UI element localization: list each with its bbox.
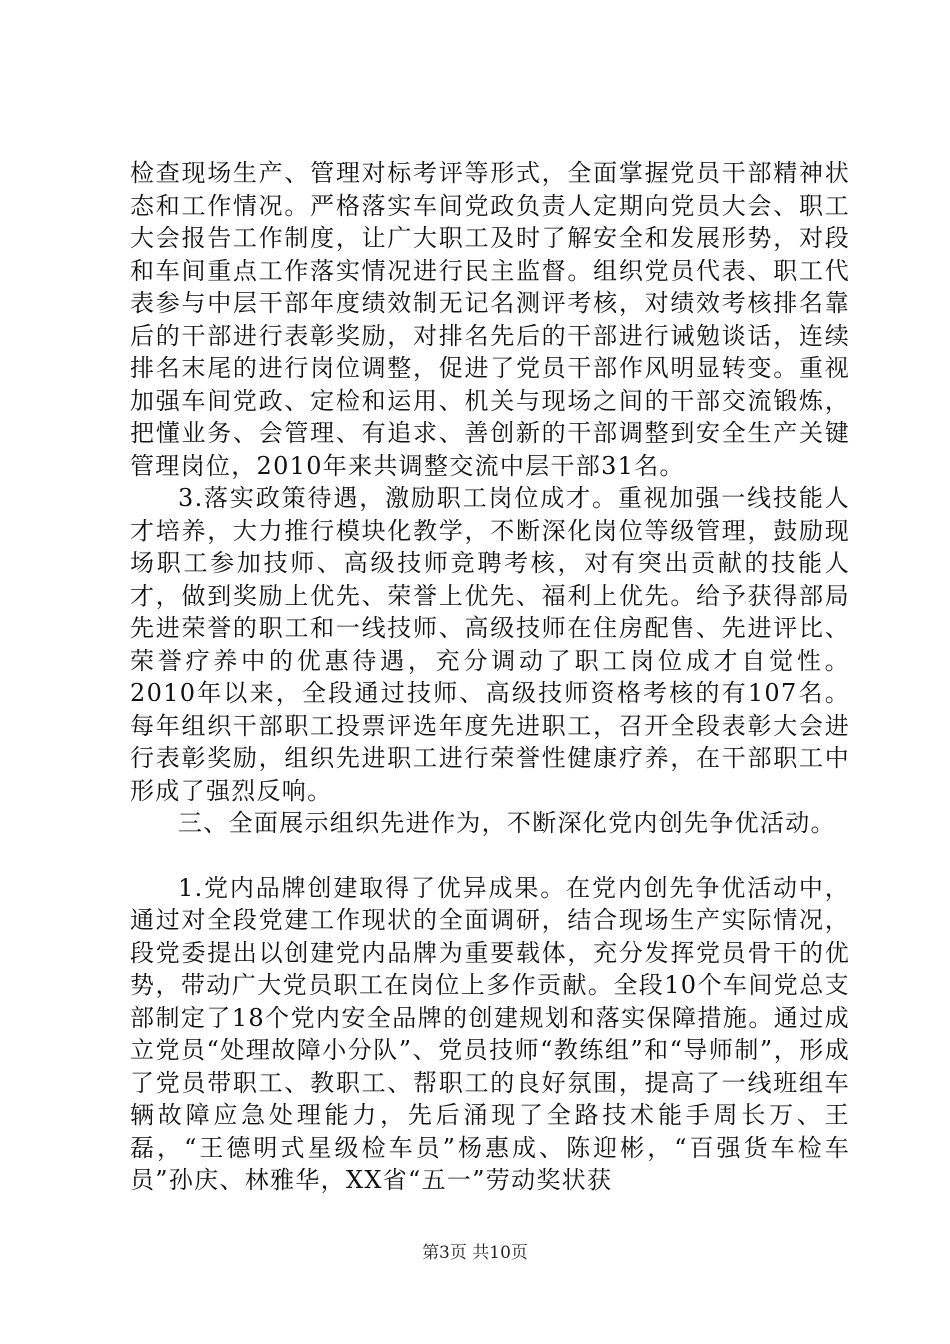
paragraph-policy-benefits: 3.落实政策待遇，激励职工岗位成才。重视加强一线技能人才培养，大力推行模块化教学，不断深化岗位等级管理，鼓励现场职工参加技师、高级技师竞聘考核，对有突出贡献的技能人才，做到奖励上优先、荣誉上优先、福利上优先。给予获得部局先进荣誉的职工和一线技师、高级技师在住房配售、先进评比、荣誉疗养中的优惠待遇，充分调动了职工岗位成才自觉性。2010年以来，全段通过技师、高级技师资格考核的有107名。每年组织干部职工投票评选年度先进职工，召开全段表彰大会进行表彰奖励，组织先进职工进行荣誉性健康疗养，在干部职工中形成了强烈反响。 xyxy=(130,484,850,805)
section-heading-three: 三、全面展示组织先进作为，不断深化党内创先争优活动。 xyxy=(178,809,836,837)
paragraph-continuation: 检查现场生产、管理对标考评等形式，全面掌握党员干部精神状态和工作情况。严格落实车间党政负责人定期向党员大会、职工大会报告工作制度，让广大职工及时了解安全和发展形势，对段和车间重点工作落实情况进行民主监督。组织党员代表、职工代表参与中层干部年度绩效制无记名测评考核，对绩效考核排名靠后的干部进行表彰奖励，对排名先后的干部进行诫勉谈话，连续排名末尾的进行岗位调整，促进了党员干部作风明显转变。重视加强车间党政、定检和运用、机关与现场之间的干部交流锻炼，把懂业务、会管理、有追求、善创新的干部调整到安全生产关键管理岗位，2010年来共调整交流中层干部31名。 xyxy=(130,159,850,480)
page-footer: 第3页 共10页 xyxy=(422,1243,528,1263)
paragraph-party-brand: 1.党内品牌创建取得了优异成果。在党内创先争优活动中，通过对全段党建工作现状的全面调研，结合现场生产实际情况，段党委提出以创建党内品牌为重要载体，充分发挥党员骨干的优势，带动广大党员职工在岗位上多作贡献。全段10个车间党总支部制定了18个党内安全品牌的创建规划和落实保障措施。通过成立党员“处理故障小分队”、党员技师“教练组”和“导师制”，形成了党员带职工、教职工、帮职工的良好氛围，提高了一线班组车辆故障应急处理能力，先后涌现了全路技术能手周长万、王磊，“王德明式星级检车员”杨惠成、陈迎彬，“百强货车检车员”孙庆、林雅华，XX省“五一”劳动奖状获 xyxy=(130,873,850,1194)
document-body xyxy=(130,157,850,1197)
